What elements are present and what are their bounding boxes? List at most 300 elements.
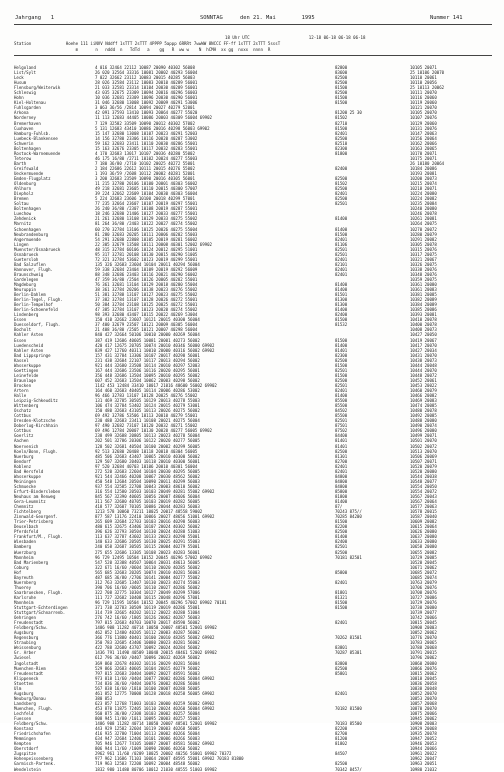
date-text: den 21. Mai: [240, 15, 276, 21]
station-tail: 10466 20082: [410, 393, 437, 399]
station-tail: 10162 20066: [410, 140, 437, 146]
station-name: Angermuende: [14, 236, 41, 242]
station-name: Friedrichshafen: [14, 731, 51, 737]
station-values: 129 507 32680 20403 10118 20010 40300 56001: [95, 458, 200, 464]
station-name: Essen: [14, 317, 27, 323]
station-extra: 82401: [335, 468, 348, 474]
station-values: 96 729 12495 10504 10152 20045 40296 57002 69902: [95, 554, 212, 560]
station-extra: 82501: [335, 246, 348, 252]
station-name: Konstanz: [14, 726, 34, 732]
station-values: 1486 908 11282 40714 10050 20007 48501 52001 69902: [95, 721, 217, 727]
station-tail: 10587 20040: [410, 514, 437, 520]
station-name: Duesseldorf, Flugh.: [14, 322, 61, 328]
station-values: 42 091 37593 13410 10093 20064 40277 55020: [95, 110, 198, 116]
station-name: Halle: [14, 393, 27, 399]
station-tail: 10175 20071: [410, 155, 437, 161]
station-name: Berlin-Tempelhof: [14, 302, 53, 308]
station-values: 92 513 32680 20408 10118 20018 40304 56005: [95, 448, 198, 454]
station-name: Hamburg-Fuhlsb.: [14, 130, 51, 136]
station-tail: 10815 20045: [410, 620, 437, 626]
station-values: 2 184 22686 22612 10111 20015 40276 55002: [95, 165, 195, 171]
station-name: Zehdenick: [14, 216, 36, 222]
station-tail: 10444 20070: [410, 367, 437, 373]
station-values: 37 382 32784 13107 10128 20026 40272 55001: [95, 297, 198, 303]
station-name: Aachen: [14, 438, 29, 444]
station-tail: 25 10106 20070: [410, 70, 445, 76]
station-name: Soltau: [14, 201, 29, 207]
station-values: 461 852 12775 70008 10128 20018 40258 56005 69902: [95, 690, 215, 696]
station-name: Guetersloh: [14, 256, 39, 262]
station-name: Oehringen: [14, 615, 36, 621]
station-values: 371 738 32783 30509 10119 20019 40286 55001: [95, 605, 200, 611]
station-name: Neuburg/Donau: [14, 695, 46, 701]
station-extra: 81200 25 30: [335, 110, 362, 116]
station-name: Luebeck-Blankensee: [14, 135, 58, 141]
station-values: 380 853: [95, 695, 115, 701]
station-tail: 10246 20078: [410, 211, 437, 217]
station-tail: 10317 20075: [410, 251, 437, 257]
station-name: Norderney: [14, 115, 36, 121]
station-name: Neubrandenburg: [14, 231, 49, 237]
station-tail: 10609 20082: [410, 519, 437, 525]
station-tail: 10480 20078: [410, 408, 437, 414]
station-values: 607 452 32683 13504 10062 20003 40298 56002: [95, 377, 200, 383]
station-values: 140 633 32686 20505 10130 20025 40291 55003: [95, 539, 200, 545]
station-name: Fuessen: [14, 716, 32, 722]
station-name: Zugspitze: [14, 751, 36, 757]
station-name: Freudenstadt: [14, 670, 44, 676]
station-extra: 82401: [335, 130, 348, 136]
station-name: Hohenpeissenberg: [14, 756, 53, 762]
station-extra: 81500: [335, 85, 348, 91]
station-values: 95 317 32781 20108 10130 20015 40290 51005: [95, 251, 198, 257]
station-tail: 10215 20074: [410, 181, 437, 187]
station-name: Saarbruecken, Flugh.: [14, 589, 63, 595]
station-values: 106 474 32784 53402 10124 20015 40279 53001: [95, 403, 200, 409]
station-tail: 10658 20080: [410, 544, 437, 550]
station-extra: 81401: [335, 438, 348, 444]
station-values: 839 427 12760 40311 10010 20000 40316 56002 69902: [95, 347, 215, 353]
station-name: Essen: [14, 337, 27, 343]
station-values: 96 466 32783 13107 10128 20025 40276 55002: [95, 393, 198, 399]
station-tail: 10240 20080: [410, 206, 437, 212]
station-tail: 10836 20058: [410, 680, 437, 686]
station-tail: 10361 20080: [410, 282, 437, 288]
station-values: 322 708 32775 10304 10127 20049 40299 57006: [95, 589, 200, 595]
station-name: Gardelegen: [14, 276, 39, 282]
station-name: Bamberg: [14, 544, 32, 550]
station-extra: 81400: [335, 287, 348, 293]
station-extra: 70262 81501: [335, 635, 362, 641]
station-tail: 10111 20070: [410, 90, 437, 96]
station-extra: 81400: [335, 282, 348, 288]
station-extra: 87501: [335, 423, 348, 429]
station-extra: 82501: [335, 251, 348, 257]
year-text: 1995: [301, 15, 315, 21]
station-extra: 81401: [335, 347, 348, 353]
station-tail: 10448 20072: [410, 372, 437, 378]
station-tail: 10119 20060: [410, 100, 437, 106]
station-extra: 82710: [335, 120, 348, 126]
station-name: Arkona: [14, 110, 29, 116]
station-name: Berlin-Tegel, Flugh.: [14, 297, 63, 303]
station-values: 150 480 32683 43105 10113 20026 40275 56002: [95, 408, 200, 414]
station-tail: 10870 20070: [410, 705, 437, 711]
station-tail: 10742 20066: [410, 615, 437, 621]
station-extra: 70182 81500: [335, 705, 362, 711]
station-extra: 81501: [335, 292, 348, 298]
column-header-line-1: 18 Uhr UTC 12-18 06-18 06-18 06-18: [225, 35, 366, 40]
station-tail: 10400 20078: [410, 322, 437, 328]
station-extra: 87/: [335, 504, 343, 510]
station-tail: 10490 20074: [410, 423, 437, 429]
station-extra: 82200: [335, 726, 348, 732]
station-values: 443 929 12582 32604 10119 20003 40268 56005: [95, 726, 200, 732]
station-tail: 10908 20003: [410, 625, 437, 631]
station-values: 565 685 32683 20205 10074 20010 40281 56003: [95, 569, 200, 575]
station-tail: 10110 20061: [410, 75, 437, 81]
station-tail: 10361 20083: [410, 287, 437, 293]
station-values: 47 385 32784 13107 10123 20020 40274 55002: [95, 307, 198, 313]
station-tail: 10815 20062: [410, 670, 437, 676]
station-values: 487 685 36/80 /2706 10141 20004 40277 55002: [95, 574, 200, 580]
station-name: Brocken: [14, 382, 32, 388]
station-extra: 84800: [335, 483, 348, 489]
station-extra: 82300: [335, 352, 348, 358]
station-values: 97 520 32684 40703 10106 20010 40301 56004: [95, 463, 198, 469]
station-extra: 82700: [335, 731, 348, 737]
station-name: Leinefelde: [14, 372, 39, 378]
station-values: 15 147 32680 13008 10107 20023 40291 52003: [95, 130, 198, 136]
station-values: 77 235 32664 23607 10107 20019 40297 55001: [95, 201, 198, 207]
station-name: Erfurt-Bindersleben: [14, 488, 61, 494]
station-extra: 81400: [335, 226, 348, 232]
station-extra: 82501: [335, 201, 348, 207]
station-values: 350 783 32685 43406 10080 20023 40281 56002: [95, 640, 200, 646]
station-values: 634 947 32684 12406 10101 20006 40266 56003: [95, 736, 200, 742]
station-tail: 10452 20061: [410, 377, 437, 383]
station-values: 230 488 32683 23411 10108 20021 40275 56004: [95, 418, 200, 424]
station-tail: 10453 20022: [410, 382, 437, 388]
station-name: Neuruppin: [14, 287, 36, 293]
station-tail: 10193 20081: [410, 170, 437, 176]
station-extra: 84800: [335, 478, 348, 484]
station-tail: 10791 20015: [410, 650, 437, 656]
station-values: 22 305 32679 13508 10111 20008 40301 52002 69902: [95, 241, 212, 247]
station-extra: 85500: [335, 413, 348, 419]
station-name: Helgoland: [14, 65, 36, 70]
station-name: Muenster/Osnabrueck: [14, 246, 61, 252]
station-values: 72 321 32784 53602 10123 20019 40299 55001: [95, 256, 198, 262]
station-tail: 10105 20071: [410, 65, 437, 70]
station-extra: 83600: [335, 70, 348, 76]
station-name: Ingolstadt: [14, 660, 39, 666]
station-name: Freudenstadt: [14, 620, 44, 626]
station-name: Straubing: [14, 640, 36, 646]
station-values: 973 818 11/60 /0404 10077 20002 40286 56004 69902: [95, 675, 215, 681]
station-values: 157 431 32784 13306 10107 20017 40298 56001: [95, 352, 200, 358]
station-values: 1142 453 12484 33410 10017 21016 48600 56002 69902: [95, 382, 217, 388]
station-values: 275 655 32686 13305 10108 20023 40283 56001: [95, 549, 200, 555]
station-values: 98 393 32680 43407 10115 20022 40269 53004: [95, 312, 198, 318]
station-values: 7 180 36/80 /2710 10102 20025 40272 55001: [95, 160, 195, 166]
station-name: Wiesbaden: [14, 539, 36, 545]
station-values: 529 866 32683 40605 10104 20015 40279 56002: [95, 665, 200, 671]
station-tail: 10170 20071: [410, 150, 437, 156]
station-name: Lindenberg: [14, 312, 39, 318]
station-extra: 82200: [335, 524, 348, 530]
station-name: Luechow: [14, 211, 32, 217]
station-name: Stuttgart-Echterdingen: [14, 605, 68, 611]
station-values: 49 218 32681 23605 10110 20015 40300 57007: [95, 186, 198, 192]
station-extra: 70183 85500: [335, 721, 362, 727]
station-tail: 10520 20045: [410, 559, 437, 565]
station-extra: 85500: [335, 403, 348, 409]
station-extra: 81300: [335, 302, 348, 308]
column-header-line-3: m n nddd n TdTd a gg R ww w N hCMH xx gg nxxx nnnn R: [14, 47, 271, 52]
station-name: Cuxhaven: [14, 125, 34, 131]
station-extra: 82500: [335, 529, 348, 535]
station-tail: 10163 20065: [410, 145, 437, 151]
station-name: Cottbus: [14, 428, 32, 434]
station-name: Schoenhagen: [14, 226, 41, 232]
station-tail: 10419 20067: [410, 337, 437, 343]
station-name: Oberstdorf: [14, 746, 39, 752]
station-name: Koeln/Bonn, Flugh.: [14, 448, 58, 454]
station-name: Kahler Asten: [14, 347, 44, 353]
station-extra: 82500: [335, 186, 348, 192]
station-extra: 82300: [335, 145, 348, 151]
station-tail: 10506 20069: [410, 453, 437, 459]
station-values: 38 361 32784 20206 10138 20023 40276 55002: [95, 287, 198, 293]
station-extra: 83801: [335, 645, 348, 651]
station-tail: 10738 20080: [410, 605, 437, 611]
station-extra: 81801: [335, 589, 348, 595]
station-values: 7 022 32662 23112 10083 20015 40285 56003: [95, 75, 195, 81]
station-values: 840 427 32664 50106 10010 20000 40269 56004: [95, 332, 200, 338]
station-tail: 10729 20076: [410, 599, 437, 605]
station-values: 238 499 32688 20805 10113 20023 40278 56004: [95, 433, 200, 439]
station-row: [14, 767, 494, 772]
station-values: 420 417 12675 20705 10074 20010 40346 56000 69902: [95, 342, 215, 348]
station-tail: 10200 20073: [410, 176, 437, 182]
station-extra: 81800: [335, 150, 348, 156]
station-tail: 10708 20076: [410, 589, 437, 595]
station-values: 845 567 32390 40605 10056 20007 48606 56004: [95, 493, 200, 499]
station-name: Coburg: [14, 564, 29, 570]
station-extra: 82500: [335, 665, 348, 671]
station-tail: 10116 20060: [410, 95, 437, 101]
station-tail: 10875 20066: [410, 711, 437, 716]
station-values: 485 506 32683 43407 10065 20010 40300 56002: [95, 453, 200, 459]
station-values: 47 359 36/80 /2504 10126 20005 40282 55001: [95, 276, 198, 282]
station-values: 60 270 32784 13106 10125 20026 40275 55004: [95, 226, 198, 232]
station-name: Greifswald: [14, 165, 39, 171]
station-extra: 81321: [335, 594, 348, 600]
station-name: Stoetten: [14, 680, 34, 686]
station-tail: 10860 20080: [410, 660, 437, 666]
station-name: Gera-Leumnitz: [14, 499, 46, 505]
station-values: 11 113 12683 44405 10086 20003 40309 56004 69902: [95, 115, 212, 121]
station-tail: 10633 20080: [410, 539, 437, 545]
station-name: Wittenberg: [14, 403, 39, 409]
station-values: 422 788 32680 43707 10092 20024 40284 56002: [95, 645, 200, 651]
station-name: Zwiesel: [14, 655, 32, 661]
station-tail: 10739 20077: [410, 610, 437, 616]
issue-number: Nummer 141: [430, 15, 463, 21]
station-tail: 10427 20034: [410, 347, 437, 353]
station-name: Noervenich: [14, 443, 39, 449]
station-tail: 10488 20080: [410, 418, 437, 424]
station-name: Fuhlsgarden: [14, 105, 41, 111]
station-extra: 81500: [335, 317, 348, 323]
station-extra: 82500: [335, 135, 348, 141]
station-extra: 85800: [335, 569, 348, 575]
station-values: 59 162 32683 23411 10110 20030 40286 55001: [95, 140, 198, 146]
station-extra: 82500: [335, 549, 348, 555]
station-name: Frankfurt/M., Flugh.: [14, 534, 63, 540]
station-tail: 10224 20080: [410, 191, 437, 197]
station-extra: 81500: [335, 362, 348, 368]
station-tail: 10359 20075: [410, 276, 437, 282]
station-values: 3 063 36/56 /2814 10094 20027 40279 52001: [95, 105, 195, 111]
station-extra: 82700: [335, 458, 348, 464]
station-name: Nuerburg: [14, 453, 34, 459]
station-tail: 10963 20051: [410, 761, 437, 767]
station-values: 719 963 12583 72208 10092 20004 48548 56002: [95, 761, 200, 767]
station-tail: 10929 20068: [410, 726, 437, 732]
station-name: Bremerhaven: [14, 120, 41, 126]
station-extra: 87502: [335, 428, 348, 434]
station-values: 164 460 32683 40405 10114 20006 40286 53002: [95, 388, 200, 393]
station-name: Wuerzburg: [14, 549, 36, 555]
station-values: 734 836 36/60 /0404 10076 20002 40286 56004: [95, 680, 200, 686]
station-name: Oschatz: [14, 408, 32, 414]
station-tail: 10502 20072: [410, 443, 437, 449]
station-name: List/Sylt: [14, 70, 36, 76]
station-extra: 82500: [335, 196, 348, 202]
station-values: 705 946 12677 74105 10087 20007 48581 56002 69902: [95, 741, 215, 747]
station-extra: 82500: [335, 761, 348, 767]
station-extra: 82501: [335, 382, 348, 388]
station-name: Augsburg: [14, 630, 34, 636]
station-name: Bremen: [14, 196, 29, 202]
station-extra: 70243 875//: [335, 509, 362, 515]
station-tail: 10962 20047: [410, 756, 437, 762]
station-name: Berlin-Schoenefeld: [14, 307, 58, 313]
station-tail: 10338 20076: [410, 266, 437, 272]
station-values: 150 410 32662 23607 10121 20015 40300 56004: [95, 317, 200, 323]
station-extra: 81400: [335, 216, 348, 222]
station-name: Hannover, Flugh.: [14, 266, 53, 272]
station-values: 453 870 11875 72405 10110 20024 40260 56004 69902: [95, 705, 215, 711]
station-tail: 10513 20070: [410, 448, 437, 454]
station-name: Wasserkuppe: [14, 362, 41, 368]
station-name: Wendelstein: [14, 766, 41, 772]
station-name: Bad Marienberg: [14, 559, 49, 565]
station-name: Braunlage: [14, 377, 36, 383]
station-tail: 10156 20064: [410, 135, 437, 141]
station-extra: 82401: [335, 388, 348, 393]
station-name: Luedenscheid: [14, 342, 44, 348]
station-values: 31 046 32680 13008 10092 20009 40291 53006: [95, 100, 198, 106]
station-values: 4 016 32464 22112 10087 20090 40302 56008: [95, 65, 195, 70]
station-values: 111 727 32682 10408 10115 20048 40296 57001: [95, 594, 200, 600]
station-values: 450 548 12684 20504 10090 20011 40299 56003: [95, 478, 200, 484]
station-tail: 10105 20070: [410, 110, 437, 116]
station-tail: 10492 20085: [410, 413, 437, 419]
station-name: Emden-Flugplatz: [14, 176, 51, 182]
station-values: 54 291 32680 22808 10105 20019 40281 56002: [95, 236, 198, 242]
station-name: Memmingen: [14, 736, 36, 742]
station-tail: 10567 20043: [410, 493, 437, 499]
station-values: 81 280 32683 20205 10111 20006 40282 55003: [95, 231, 198, 237]
station-extra: 81300: [335, 297, 348, 303]
station-tail: 10305 20078: [410, 241, 437, 247]
station-values: 937 554 32585 22708 10043 20003 48610 56002: [95, 483, 200, 489]
date-label: [240, 15, 315, 21]
station-tail: 10520 20080: [410, 468, 437, 474]
station-name: Ueckermuende: [14, 170, 44, 176]
station-values: 202 501 32786 20306 10122 20020 40277 56005: [95, 438, 200, 444]
station-values: 128 502 32681 40504 10100 20002 40299 56005: [95, 443, 200, 449]
station-name: Weissenburg: [14, 645, 41, 651]
station-values: 322 671 16/60 /0604 10110 20020 40285 56002: [95, 564, 200, 570]
station-extra: 82401: [335, 690, 348, 696]
station-tail: 10326 20075: [410, 261, 437, 267]
station-tail: 10496 20080: [410, 428, 437, 434]
station-values: 76 361 32681 13104 10129 20018 40280 55004: [95, 282, 198, 288]
station-extra: 81532: [335, 322, 348, 328]
station-values: 806 944 11/60 /1009 10090 20006 40260 56002: [95, 746, 200, 752]
station-values: 369 860 32678 40302 10116 20029 40281 56004: [95, 660, 200, 666]
station-name: Bad Lippspringe: [14, 352, 51, 358]
station-tail: 25 10113 20062: [410, 85, 445, 91]
station-tail: 10110 20056: [410, 80, 437, 86]
station-name: Regensburg: [14, 635, 39, 641]
station-tail: 10393 20081: [410, 312, 437, 318]
station-tail: 10783 20065: [410, 640, 437, 646]
station-values: 135 326 32683 23604 10104 20011 40294 56004: [95, 261, 200, 267]
station-tail: 10852 20070: [410, 690, 437, 696]
station-name: Meiningen: [14, 478, 36, 484]
station-name: Dresden-Klotzsche: [14, 418, 56, 424]
station-values: 59 338 32684 23404 10109 20019 40292 56009: [95, 266, 198, 272]
station-values: 314 739 32665 40202 10112 20022 40288 51004: [95, 610, 200, 616]
volume-label: Jahrgang 1: [15, 15, 54, 21]
station-tail: 10567 20064: [410, 499, 437, 505]
station-extra: 82510: [335, 140, 348, 146]
station-name: Goettingen: [14, 367, 39, 373]
station-tail: 10438 20073: [410, 357, 437, 363]
station-values: 21 033 32581 23314 10104 20030 40289 56001: [95, 85, 198, 91]
station-values: 21 261 32680 13108 10129 20033 40275 55002: [95, 216, 198, 222]
station-values: 10 036 32681 23309 10096 20030 40290 56001: [95, 95, 198, 101]
station-tail: 10908 20003: [410, 721, 437, 727]
station-extra: 82401: [335, 620, 348, 626]
station-tail: 10384 20089: [410, 302, 437, 308]
station-extra: 82401: [335, 579, 348, 585]
station-tail: 10474 20085: [410, 403, 437, 409]
station-extra: 82501: [335, 544, 348, 550]
station-values: 131 469 32785 30505 10129 20013 40278 55003: [95, 398, 200, 404]
station-values: 5 224 32683 23606 10100 20018 40299 57001: [95, 196, 195, 202]
station-values: 69 496 12784 20007 10130 20020 40277 56005 69902: [95, 428, 212, 434]
station-name: Bocholt: [14, 327, 32, 333]
station-tail: 10224 20082: [410, 196, 437, 202]
station-values: 231 438 32684 22107 10117 20013 40294 56002: [95, 357, 200, 363]
station-tail: 10853 20070: [410, 695, 437, 701]
